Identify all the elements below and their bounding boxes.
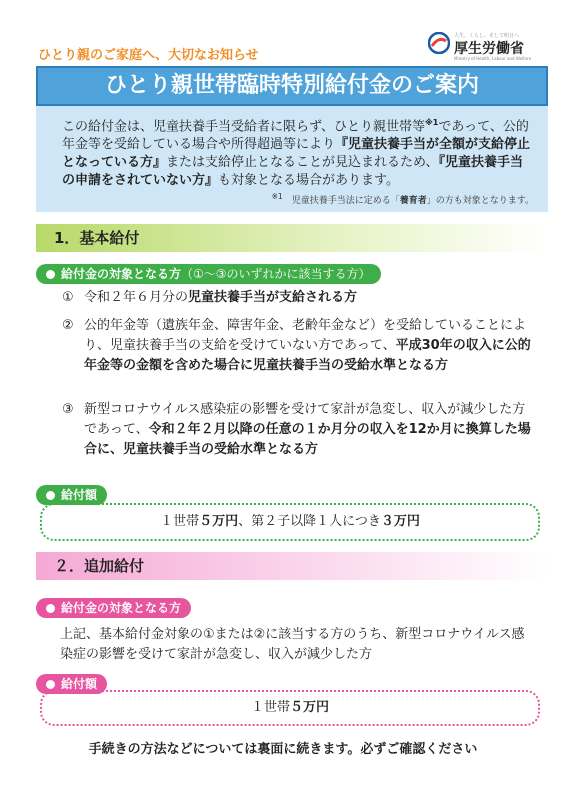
eligibility-item-1: ① 令和２年６月分の児童扶養手当が支給される方 <box>62 290 358 305</box>
page-title: ひとり親世帯臨時特別給付金のご案内 <box>36 66 548 106</box>
header <box>38 33 532 66</box>
ministry-name: 厚生労働省 <box>454 41 524 57</box>
bullet-dot-icon <box>46 270 55 279</box>
footer-note: 手続きの方法などについては裏面に続きます。必ずご確認ください <box>88 742 478 757</box>
intro-box <box>36 106 548 212</box>
intro-footnote: $^{※1}$ 児童扶養手当法に定める「養育者」の方も対象となります。 <box>271 192 534 206</box>
additional-amount-box: １世帯５万円 <box>40 690 540 726</box>
bullet-dot-icon <box>46 604 55 613</box>
ministry-emblem-icon <box>428 32 450 54</box>
eligibility-item-2: ② 公的年金等（遺族年金、障害年金、老齢年金など）を受給していることにより、児童扶養手当の支給を受けていない方であって、平成30年の収入に公的年金等の金額を含めた場合に児童扶養手当の受給水準となる方 <box>62 318 531 373</box>
eligibility-item-3: ③ 新型コロナウイルス感染症の影響を受けて家計が急変し、収入が減少した方であって、令和２年２月以降の任意の１か月分の収入を12か月に換算した場合に、児童扶養手当の受給水準となる方 <box>62 402 531 457</box>
announcement-text: ひとり親のご家庭へ、大切なお知らせ <box>38 48 259 63</box>
basic-target-label: 給付金の対象となる方（①～③のいずれかに該当する方） <box>36 264 381 284</box>
section-basic-heading: 1．基本給付 <box>36 224 548 252</box>
ministry-tagline: 人生、くらし、そして明日へ <box>454 33 520 39</box>
bullet-dot-icon <box>46 680 55 689</box>
ministry-logo <box>428 32 532 66</box>
additional-amount-label: 給付額 <box>36 674 107 694</box>
additional-description: 上記、基本給付金対象の①または②に該当する方のうち、新型コロナウイルス感染症の影響を受けて家計が急変し、収入が減少した方 <box>60 627 525 662</box>
intro-text: この給付金は、児童扶養手当受給者に限らず、ひとり親世帯等$^{※1}$であって、公的年金等を受給している場合や所得超過等により『児童扶養手当が全額が支給停止となっている方』または支給停止となることが見込まれるため、『児童扶養手当の申請をされていない方』も対象となる場合があります。 <box>62 118 531 189</box>
ministry-english-name: Ministry of Health, Labour and Welfare <box>454 56 532 61</box>
basic-amount-box: １世帯５万円、第２子以降１人につき３万円 <box>40 503 540 541</box>
additional-target-label: 給付金の対象となる方 <box>36 598 191 618</box>
bullet-dot-icon <box>46 491 55 500</box>
section-additional-heading: ２．追加給付 <box>36 552 548 580</box>
basic-amount-label: 給付額 <box>36 485 107 505</box>
